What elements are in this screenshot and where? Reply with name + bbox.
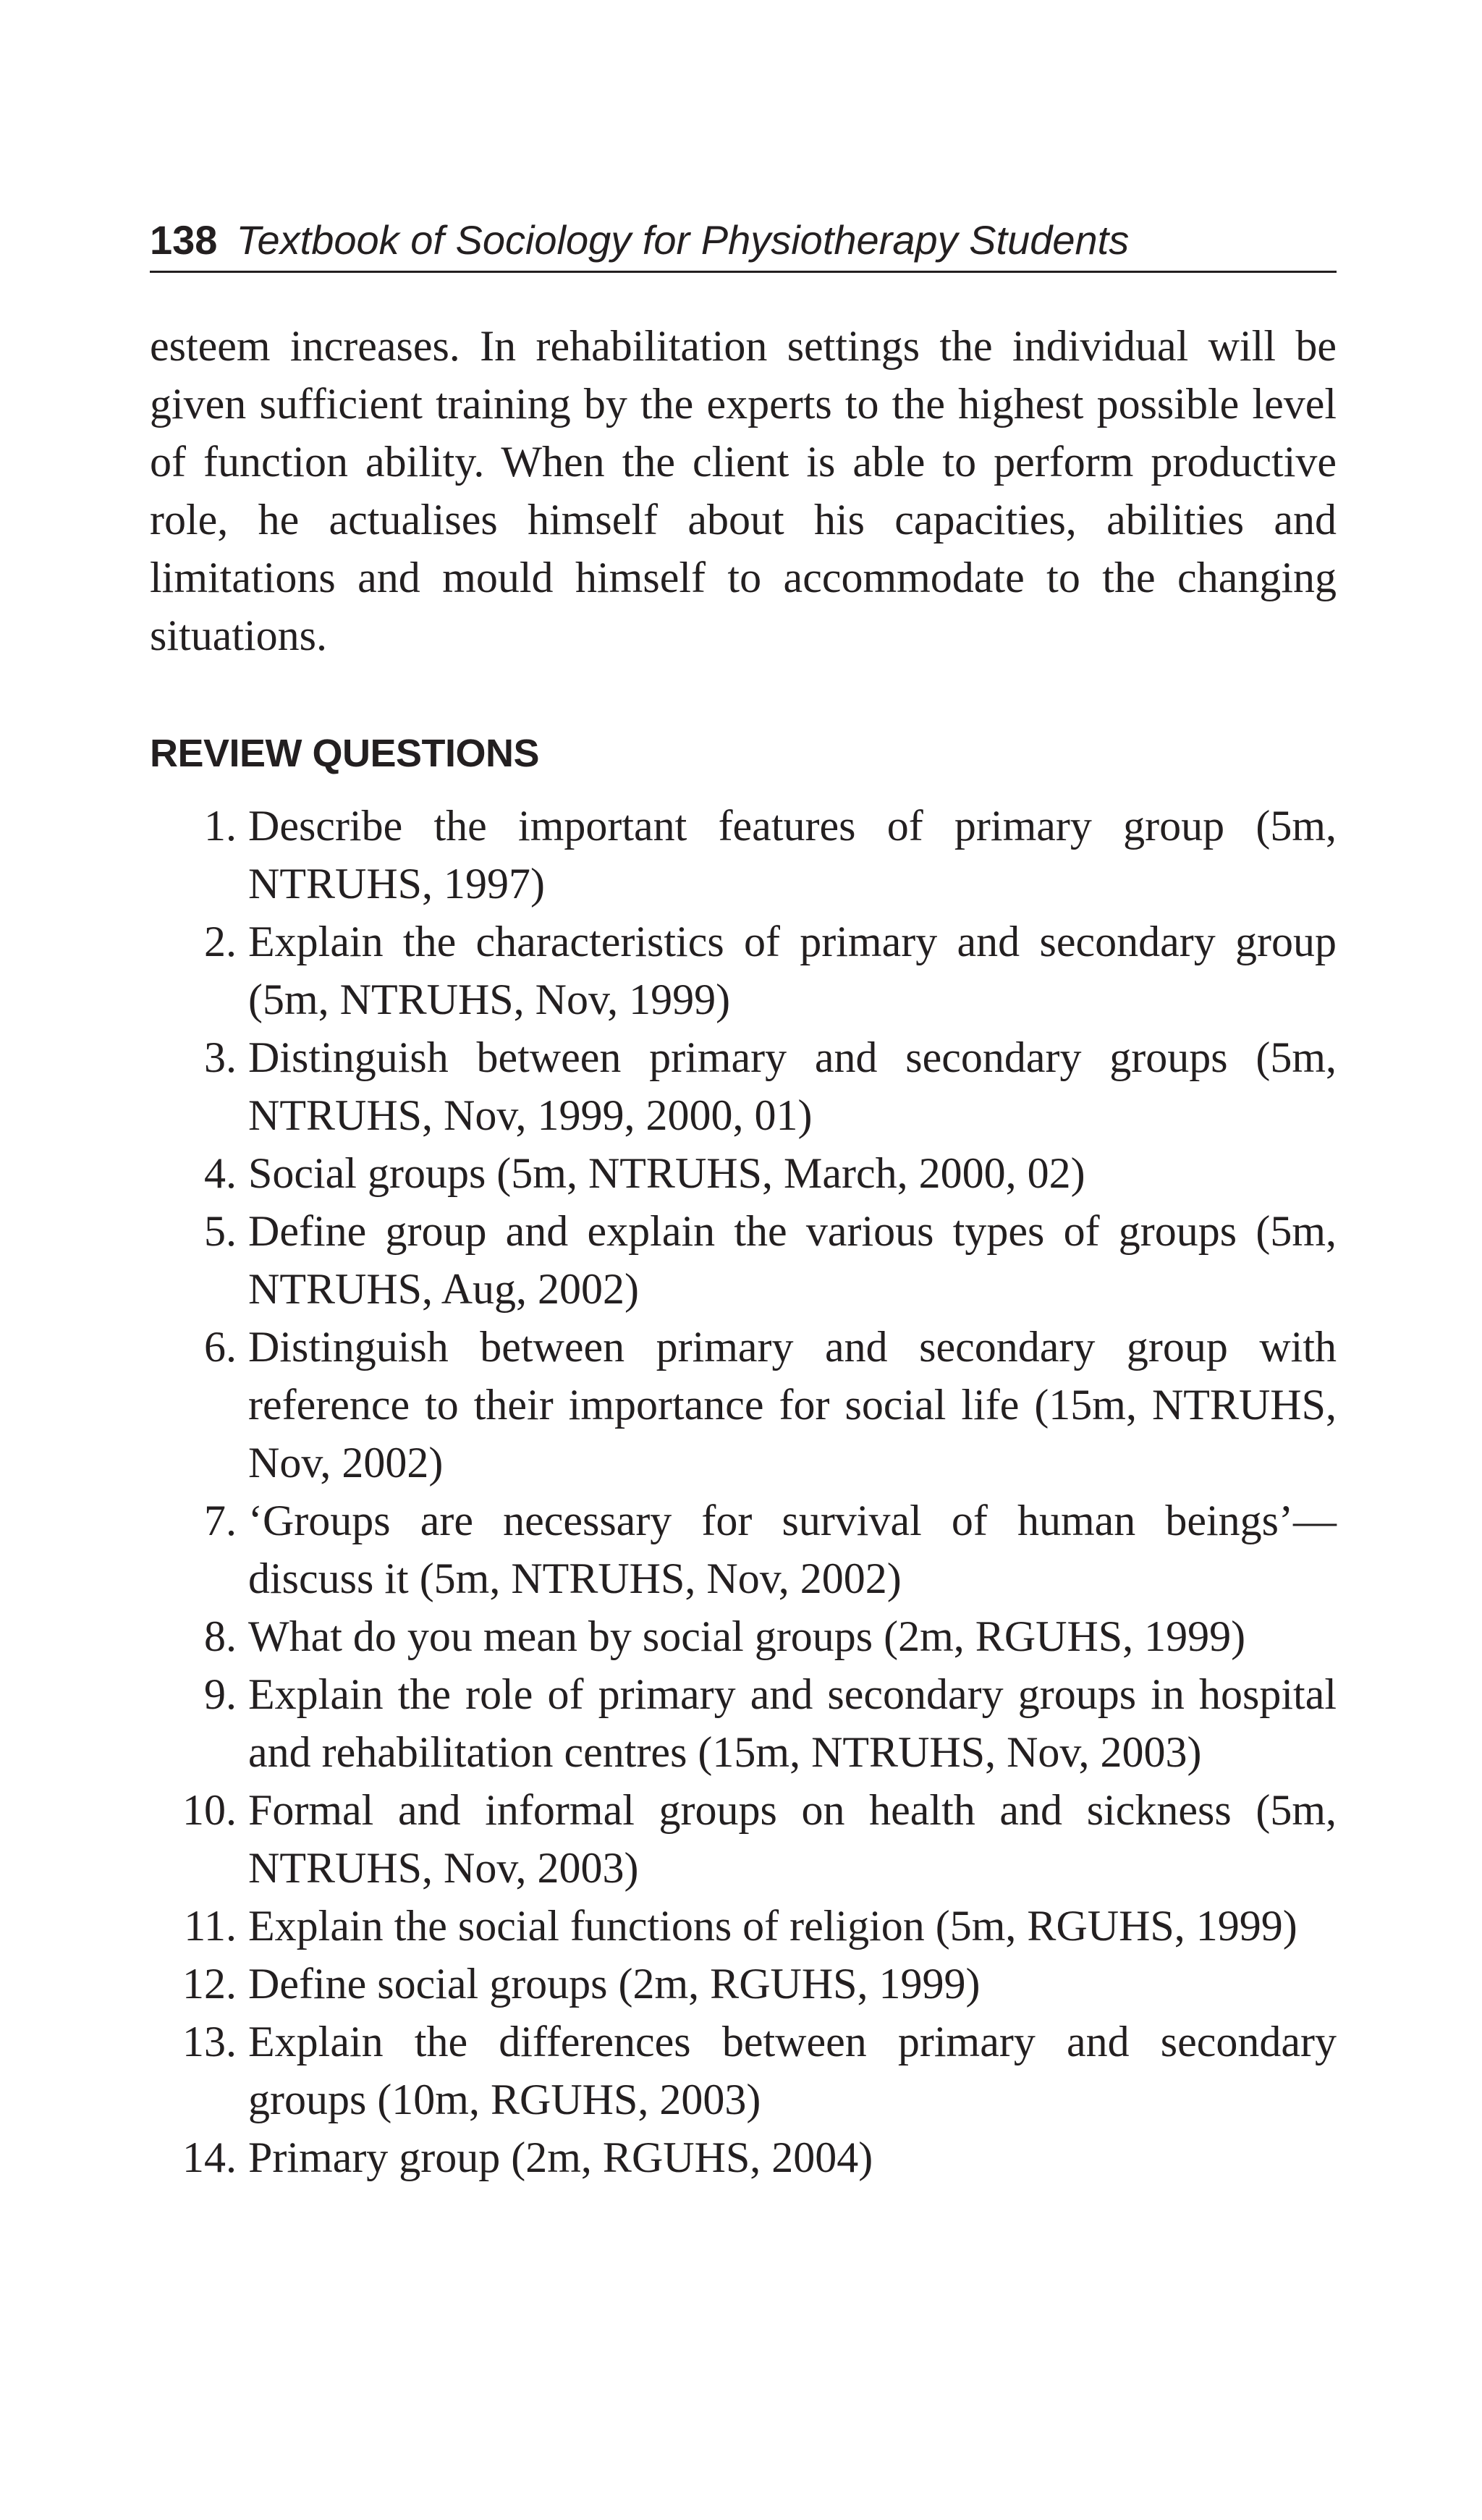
question-number: 14.: [182, 2134, 237, 2181]
question-number: 5.: [204, 1207, 237, 1255]
question-text: Explain the social functions of religion (5m, RGUHS, 1999): [248, 1902, 1297, 1950]
question-number: 7.: [204, 1497, 237, 1544]
review-question: [150, 2128, 1337, 2186]
question-text: What do you mean by social groups (2m, RGUHS, 1999): [248, 1612, 1246, 1660]
question-number: 8.: [204, 1612, 237, 1660]
review-question: [150, 1781, 1337, 1897]
review-question: [150, 797, 1337, 913]
running-head: [150, 214, 1337, 266]
book-title: Textbook of Sociology for Physiotherapy Students: [236, 217, 1130, 263]
review-question: [150, 1318, 1337, 1492]
question-text: Define group and explain the various types of groups (5m, NTRUHS, Aug, 2002): [248, 1207, 1337, 1313]
question-text: Explain the role of primary and secondary groups in hospital and rehabilitation centres (15m, NTRUHS, Nov, 2003): [248, 1670, 1337, 1776]
question-number: 9.: [204, 1670, 237, 1718]
review-question: [150, 2013, 1337, 2128]
question-text: Social groups (5m, NTRUHS, March, 2000, 02): [248, 1149, 1085, 1197]
review-question: [150, 1607, 1337, 1665]
review-question: [150, 1955, 1337, 2013]
question-text: Primary group (2m, RGUHS, 2004): [248, 2134, 873, 2181]
page-number: 138: [150, 217, 218, 263]
review-question: [150, 1028, 1337, 1144]
question-number: 2.: [204, 918, 237, 965]
question-number: 4.: [204, 1149, 237, 1197]
question-number: 10.: [182, 1786, 237, 1834]
question-text: Explain the differences between primary and secondary groups (10m, RGUHS, 2003): [248, 2018, 1337, 2123]
question-text: ‘Groups are necessary for survival of human beings’— discuss it (5m, NTRUHS, Nov, 2002): [248, 1497, 1337, 1602]
question-number: 11.: [184, 1902, 237, 1950]
question-number: 12.: [182, 1960, 237, 2008]
header-divider: [150, 271, 1337, 273]
review-question: [150, 1144, 1337, 1202]
review-question: [150, 913, 1337, 1028]
question-text: Explain the characteristics of primary and secondary group (5m, NTRUHS, Nov, 1999): [248, 918, 1337, 1023]
question-text: Distinguish between primary and secondary groups (5m, NTRUHS, Nov, 1999, 2000, 01): [248, 1033, 1337, 1139]
question-text: Formal and informal groups on health and sickness (5m, NTRUHS, Nov, 2003): [248, 1786, 1337, 1892]
question-number: 6.: [204, 1323, 237, 1371]
question-number: 13.: [182, 2018, 237, 2066]
review-question: [150, 1202, 1337, 1318]
review-questions-list: [150, 797, 1337, 2186]
review-questions-heading: REVIEW QUESTIONS: [150, 732, 540, 775]
question-text: Distinguish between primary and secondary group with reference to their importance for social life (15m, NTRUHS, Nov, 2002): [248, 1323, 1337, 1487]
question-text: Describe the important features of primary group (5m, NTRUHS, 1997): [248, 802, 1337, 908]
question-text: Define social groups (2m, RGUHS, 1999): [248, 1960, 981, 2008]
question-number: 1.: [204, 802, 237, 850]
question-number: 3.: [204, 1033, 237, 1081]
body-paragraph: esteem increases. In rehabilitation settings the individual will be given sufficient training by the experts to the highest possible level of function ability. When the client is able to perform productive role, he actualises himself about his capacities, abilities and limitations and mould himself to accommodate to the changing situations.: [150, 322, 1337, 659]
review-question: [150, 1897, 1337, 1955]
review-question: [150, 1492, 1337, 1607]
review-question: [150, 1665, 1337, 1781]
